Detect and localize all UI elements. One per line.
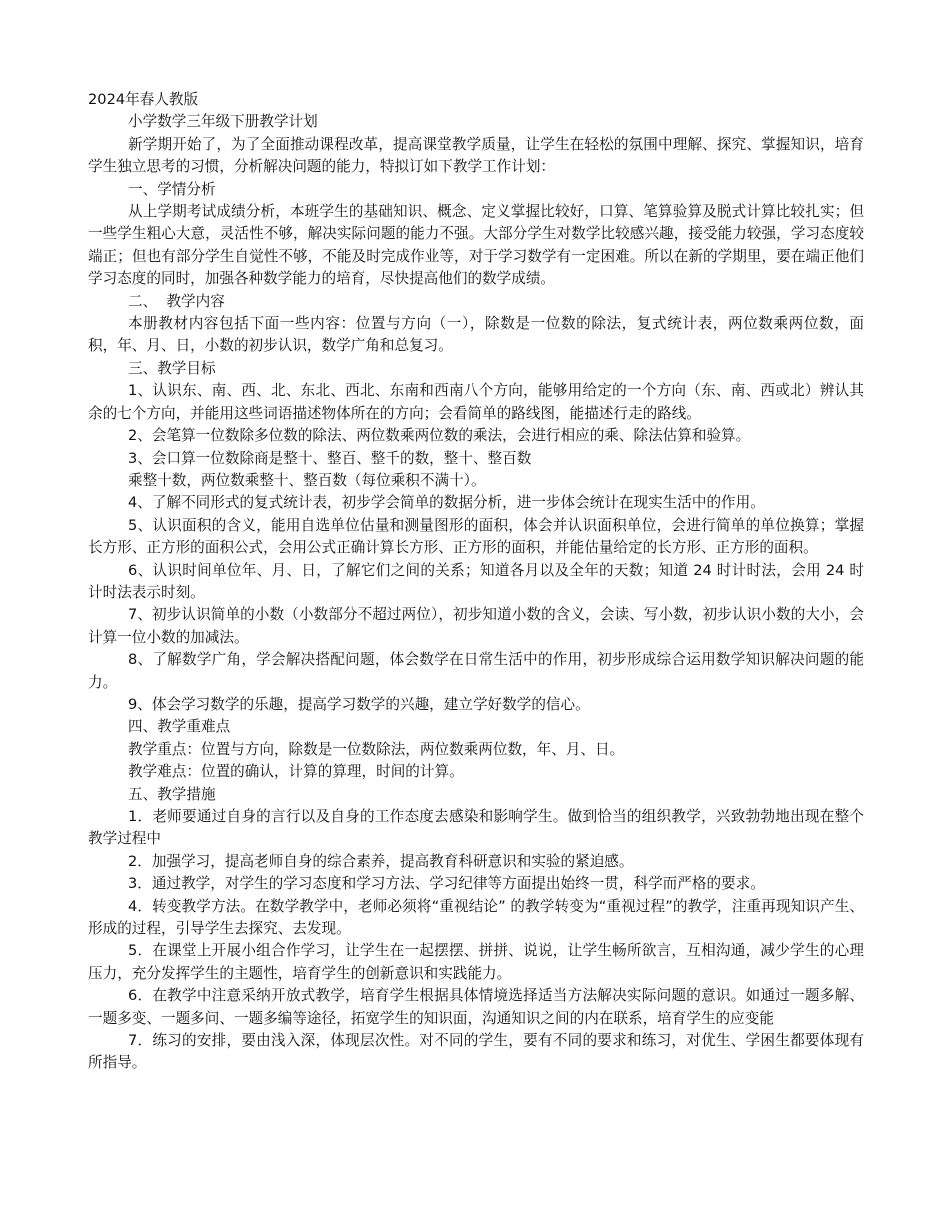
section-heading-key-points: 四、教学重难点 [128,718,231,736]
goal-item: 9、体会学习数学的乐趣，提高学习数学的兴趣，建立学好数学的信心。 [128,695,590,713]
document-page [88,89,864,1075]
goal-item: 4、了解不同形式的复式统计表，初步学会简单的数据分析，进一步体会统计在现实生活中的作用。 [128,494,765,512]
edition-line: 2024年春人教版 [88,91,199,108]
goal-item: 6、认识时间单位年、月、日，了解它们之间的关系；知道各月以及全年的天数；知道 24 时计时法，会用 24 时计时法表示时刻。 [88,561,864,601]
measure-item: 2．加强学习，提高老师自身的综合素养，提高教育科研意识和实验的紧迫感。 [128,852,634,870]
section-heading-analysis: 一、学情分析 [128,180,216,198]
difficult-points-line: 教学难点：位置的确认，计算的算理，时间的计算。 [128,763,464,781]
document-title: 小学数学三年级下册教学计划 [128,113,318,131]
measure-item: 4．转变教学方法。在数学教学中，老师必须将“重视结论” 的教学转变为“重视过程”的教学，注重再现知识产生、形成的过程，引导学生去探究、去发现。 [88,897,864,938]
goal-item: 5、认识面积的含义，能用自选单位估量和测量图形的面积，体会并认识面积单位，会进行简单的单位换算；掌握长方形、正方形的面积公式，会用公式正确计算长方形、正方形的面积，并能估量给定的长方形、正方形的面积。 [88,516,864,557]
goal-item: 1、认识东、南、西、北、东北、西北、东南和西南八个方向，能够用给定的一个方向（东、南、西或北）辨认其余的七个方向，并能用这些词语描述物体所在的方向；会看简单的路线图，能描述行走的路线。 [88,382,864,422]
goal-item: 2、会笔算一位数除多位数的除法、两位数乘两位数的乘法，会进行相应的乘、除法估算和验算。 [128,427,751,445]
measure-item: 7．练习的安排，要由浅入深，体现层次性。对不同的学生，要有不同的要求和练习，对优生、学困生都要体现有所指导。 [88,1032,864,1072]
goal-item: 3、会口算一位数除商是整十、整百、整千的数，整十、整百数 [128,449,532,467]
intro-paragraph: 新学期开始了，为了全面推动课程改革，提高课堂教学质量，让学生在轻松的氛围中理解、探究、掌握知识，培育学生独立思考的习惯，分析解决问题的能力，特拟订如下教学工作计划： [88,135,864,176]
key-points-line: 教学重点：位置与方向，除数是一位数除法，两位数乘两位数，年、月、日。 [128,740,625,758]
section-heading-measures: 五、教学措施 [128,785,216,803]
measure-item: 6．在教学中注意采纳开放式教学，培育学生根据具体情境选择适当方法解决实际问题的意识。如通过一题多解、一题多变、一题多问、一题多编等途径，拓宽学生的知识面，沟通知识之间的内在联系，培育学生的应变能 [88,987,864,1027]
section-heading-goals: 三、教学目标 [128,359,216,377]
measure-item: 3．通过教学，对学生的学习态度和学习方法、学习纪律等方面提出始终一贯，科学而严格的要求。 [128,875,765,893]
measure-item: 1．老师要通过自身的言行以及自身的工作态度去感染和影响学生。做到恰当的组织教学，兴致勃勃地出现在整个教学过程中 [88,808,864,848]
content-paragraph: 本册教材内容包括下面一些内容：位置与方向（一），除数是一位数的除法，复式统计表，两位数乘两位数，面积，年、月、日，小数的初步认识，数学广角和总复习。 [88,315,864,355]
section-heading-content: 二、 教学内容 [128,292,225,310]
goal-item: 7、初步认识简单的小数（小数部分不超过两位），初步知道小数的含义，会读、写小数，初步认识小数的大小，会计算一位小数的加减法。 [88,606,864,646]
measure-item: 5．在课堂上开展小组合作学习，让学生在一起摆摆、拼拼、说说，让学生畅所欲言，互相沟通，减少学生的心理压力，充分发挥学生的主题性，培育学生的创新意识和实践能力。 [88,942,864,982]
goal-item: 8、了解数学广角，学会解决搭配问题，体会数学在日常生活中的作用，初步形成综合运用数学知识解决问题的能力。 [88,651,864,691]
analysis-paragraph: 从上学期考试成绩分析，本班学生的基础知识、概念、定义掌握比较好，口算、笔算验算及脱式计算比较扎实；但一些学生粗心大意，灵活性不够，解决实际问题的能力不强。大部分学生对数学比较感兴趣，接受能力较强，学习态度较端正；但也有部分学生自觉性不够，不能及时完成作业等，对于学习数学有一定困难。所以在新的学期里，要在端正他们学习态度的同时，加强各种数学能力的培育，尽快提高他们的数学成绩。 [88,203,864,288]
goal-item-continuation: 乘整十数，两位数乘整十、整百数（每位乘积不满十）。 [128,471,486,489]
